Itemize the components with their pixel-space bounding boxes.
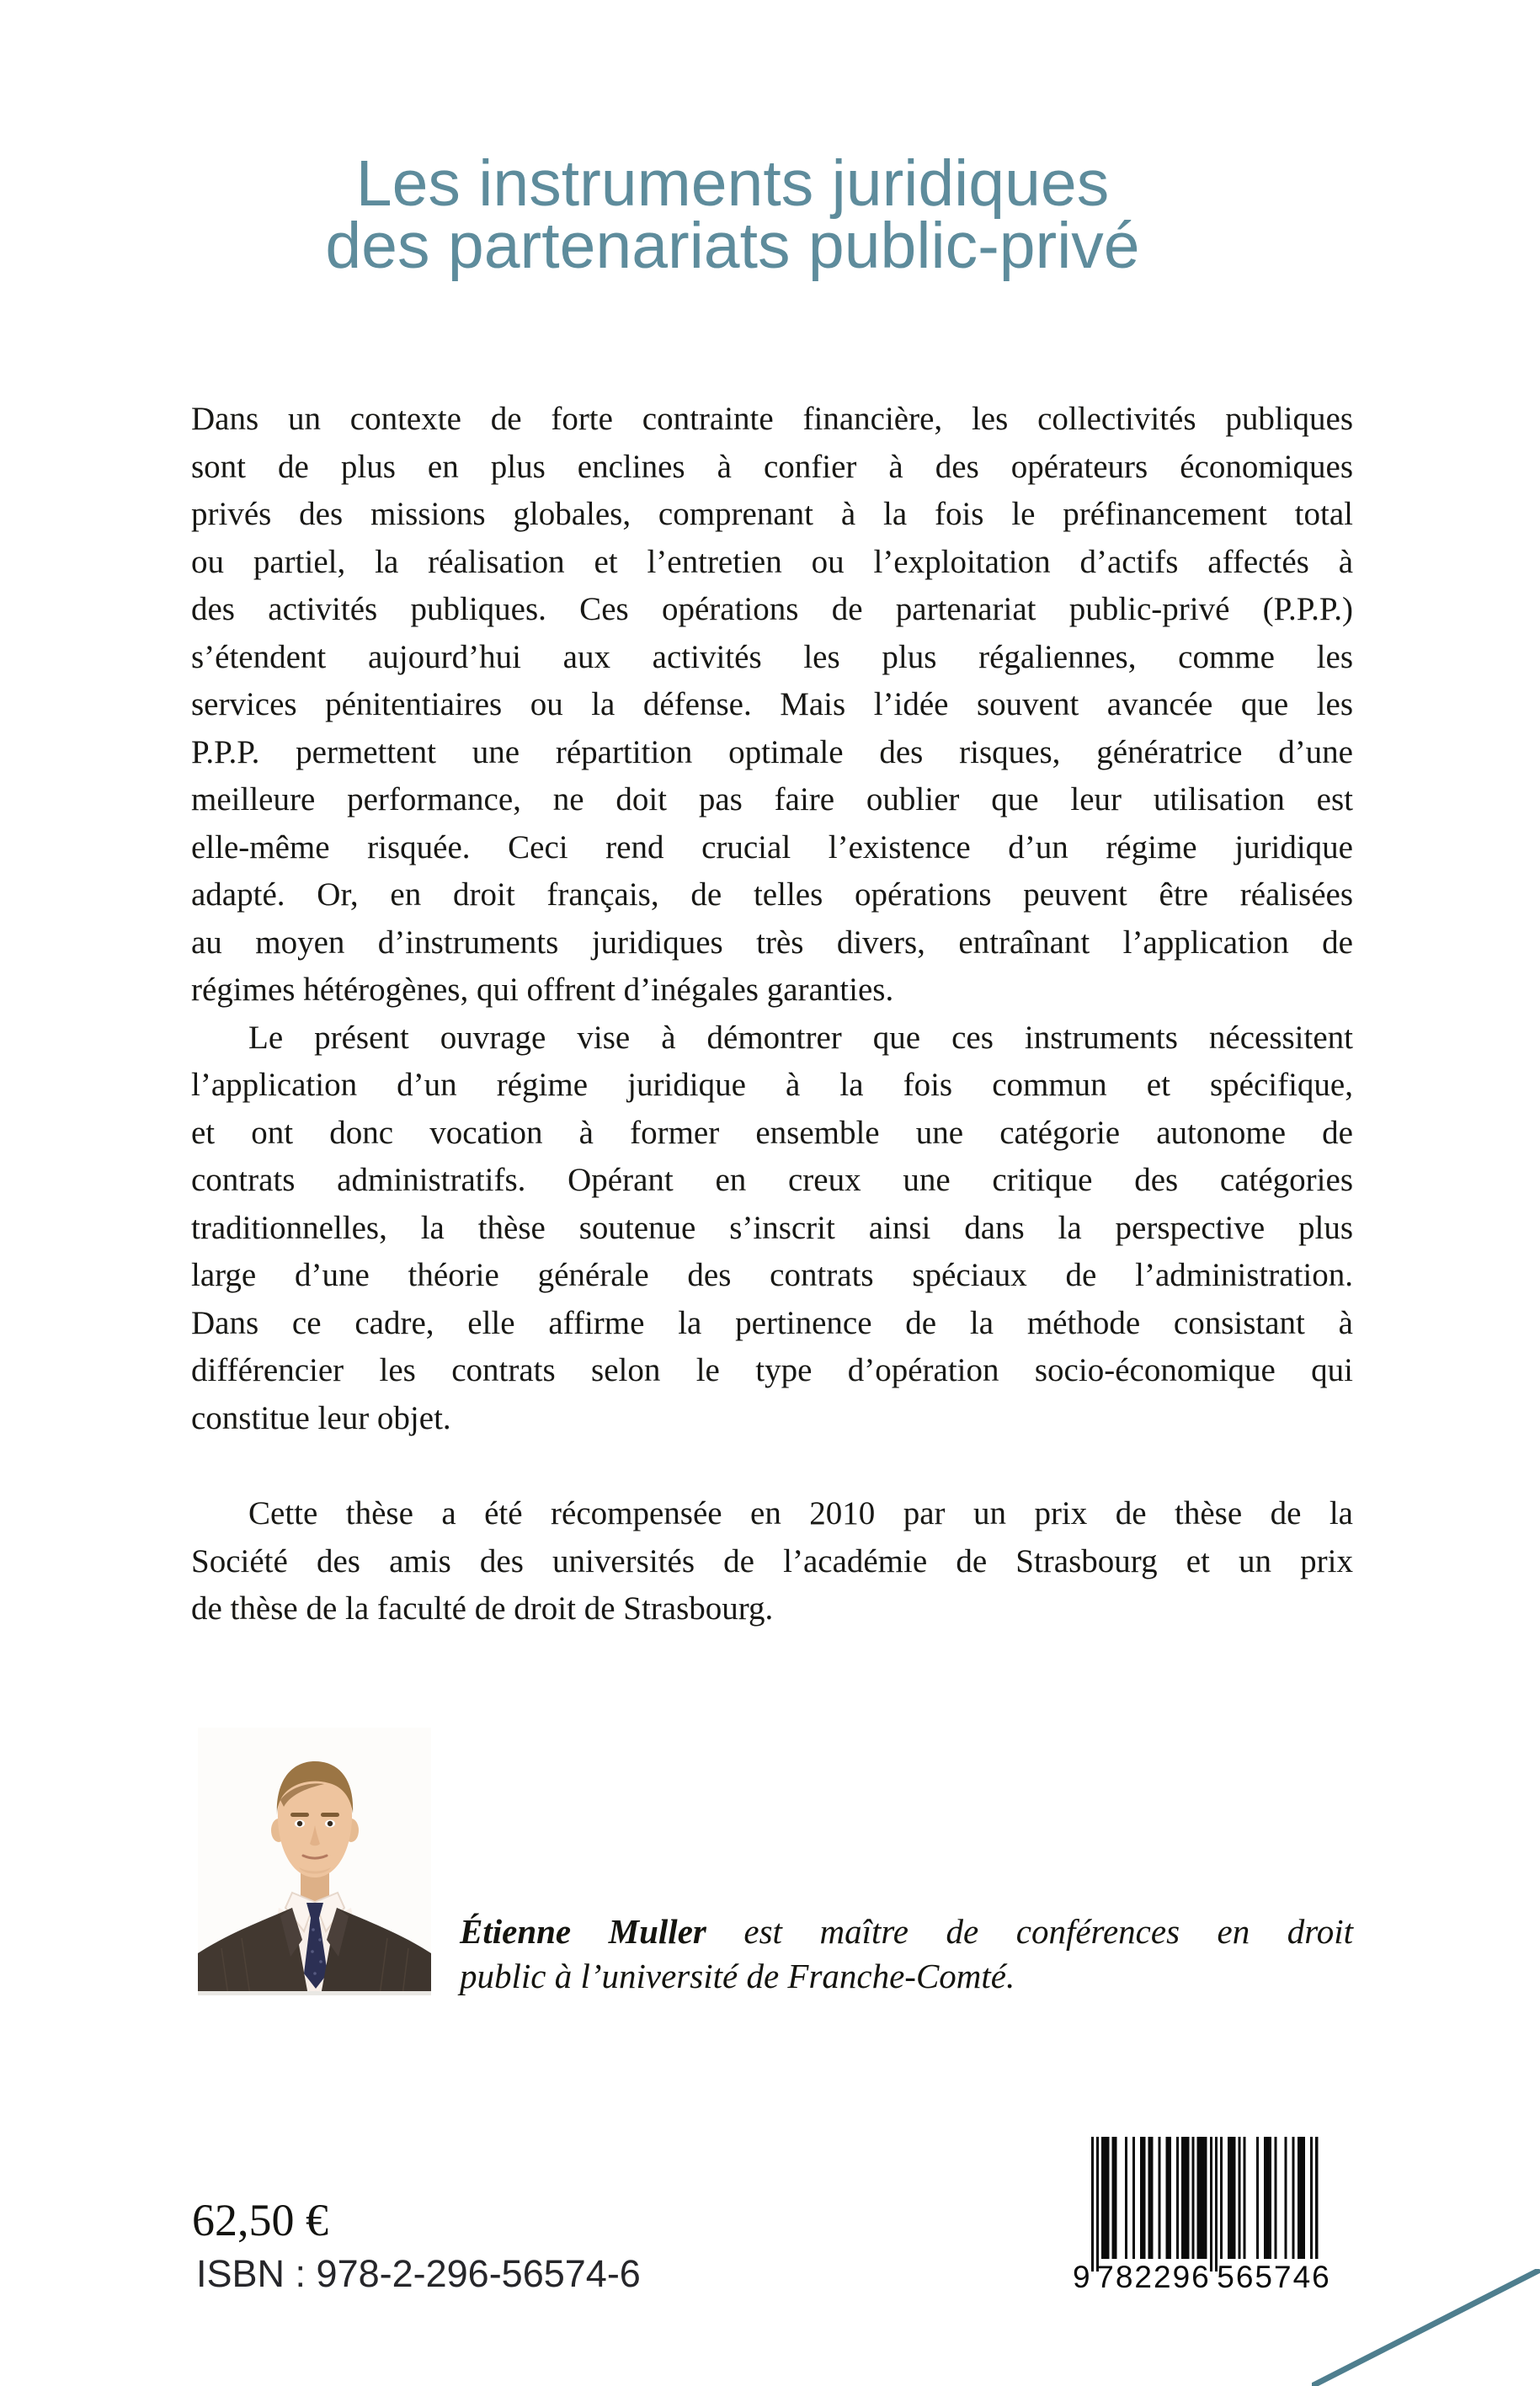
synopsis-line: services pénitentiaires ou la défense. Mais l’idée souvent avancée que les [191,686,1353,722]
book-title-line-1: Les instruments juridiques [355,147,1110,220]
synopsis-line: sont de plus en plus enclines à confier à des opérateurs économiques [191,448,1353,485]
synopsis-paragraph [191,1015,1353,1443]
synopsis-line: de thèse de la faculté de droit de Strasbourg. [191,1590,774,1627]
synopsis-line: adapté. Or, en droit français, de telles opérations peuvent être réalisées [191,876,1353,913]
diagonal-line [1312,2269,1540,2386]
synopsis-line: différencier les contrats selon le type d’opération socio-économique qui [191,1352,1353,1388]
synopsis-paragraph [191,396,1353,1015]
price-label: 62,50 € [192,2195,328,2245]
barcode [1069,2130,1347,2298]
synopsis-line: régimes hétérogènes, qui offrent d’inégales garanties. [191,972,894,1008]
book-title [118,147,1347,282]
isbn-label: ISBN : 978-2-296-56574-6 [196,2252,641,2295]
synopsis-line: au moyen d’instruments juridiques très divers, entraînant l’application de [191,924,1353,961]
synopsis-line: large d’une théorie générale des contrats spéciaux de l’administration. [191,1257,1353,1293]
author-portrait [198,1728,431,1995]
author-bio-line-2: public à l’université de Franche-Comté. [460,1957,1015,1995]
synopsis-line: Le présent ouvrage vise à démontrer que ces instruments nécessitent [248,1019,1353,1056]
synopsis-line: meilleure performance, ne doit pas faire oublier que leur utilisation est [191,781,1353,818]
author-bio-rest: est maître de conférences en droit [706,1912,1353,1951]
synopsis-line: s’étendent aujourd’hui aux activités les plus régaliennes, comme les [191,638,1353,675]
synopsis-line: contrats administratifs. Opérant en creux une critique des catégories [191,1162,1353,1198]
barcode-digits-right: 565746 [1217,2260,1331,2294]
synopsis-line: constitue leur objet. [191,1399,451,1436]
author-name: Étienne Muller [460,1912,706,1951]
barcode-digits-left: 782296 [1096,2260,1211,2294]
barcode-bars [1091,2137,1318,2271]
barcode-digit-first: 9 [1073,2260,1092,2294]
synopsis-line: Dans ce cadre, elle affirme la pertinence de la méthode consistant à [191,1304,1353,1341]
author-bio-line-1 [460,1909,1353,1954]
synopsis-line: traditionnelles, la thèse soutenue s’inscrit ainsi dans la perspective plus [191,1209,1353,1246]
synopsis-line: Société des amis des universités de l’académie de Strasbourg et un prix [191,1542,1353,1579]
synopsis-line: privés des missions globales, comprenant à la fois le préfinancement total [191,496,1353,532]
synopsis [191,396,1353,1633]
synopsis-line: des activités publiques. Ces opérations de partenariat public-privé (P.P.P.) [191,591,1353,627]
synopsis-line: Dans un contexte de forte contrainte financière, les collectivités publiques [191,401,1353,437]
synopsis-line: et ont donc vocation à former ensemble une catégorie autonome de [191,1114,1353,1151]
synopsis-line: ou partiel, la réalisation et l’entretien ou l’exploitation d’actifs affectés à [191,543,1353,580]
synopsis-line: P.P.P. permettent une répartition optimale des risques, génératrice d’une [191,733,1353,770]
book-title-line-2: des partenariats public-privé [325,210,1140,282]
synopsis-line: Cette thèse a été récompensée en 2010 par un prix de thèse de la [248,1495,1353,1531]
author-bio [460,1909,1353,1999]
synopsis-line: l’application d’un régime juridique à la fois commun et spécifique, [191,1067,1353,1103]
synopsis-paragraph [191,1490,1353,1633]
synopsis-line: elle-même risquée. Ceci rend crucial l’existence d’un régime juridique [191,828,1353,865]
